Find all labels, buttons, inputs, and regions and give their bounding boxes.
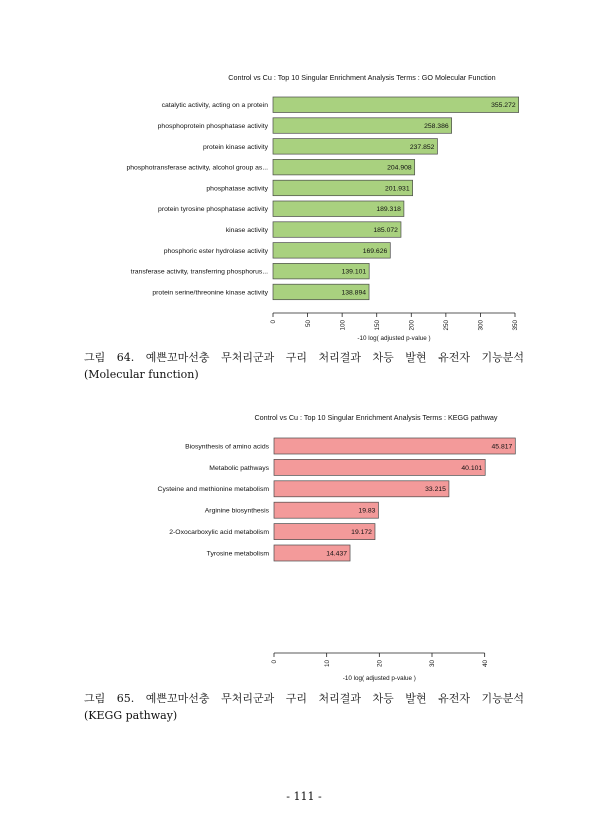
bar-value-label: 169.626 [362, 247, 388, 255]
chart-title: Control vs Cu : Top 10 Singular Enrichment Analysis Terms : KEGG pathway [254, 413, 498, 422]
x-tick-label: 200 [408, 320, 416, 331]
bar-1 [274, 438, 515, 454]
figure-65-caption [84, 690, 524, 724]
x-tick-label: 0 [271, 660, 279, 664]
x-tick-label: 10 [323, 660, 331, 668]
category-label: phosphatase activity [206, 185, 268, 193]
bar-value-label: 40.101 [461, 464, 483, 472]
page-number: - 111 - [286, 790, 322, 803]
x-tick-label: 150 [373, 320, 381, 331]
x-tick-label: 50 [304, 320, 312, 328]
bar-3 [274, 481, 449, 497]
x-tick-label: 300 [477, 320, 485, 331]
bar-value-label: 258.386 [424, 122, 449, 130]
category-label: Metabolic pathways [209, 464, 269, 472]
category-label: Biosynthesis of amino acids [185, 443, 269, 451]
x-tick-label: 0 [270, 320, 278, 324]
bar-value-label: 201.931 [385, 185, 410, 193]
x-tick-label: 30 [429, 660, 437, 668]
bar-value-label: 19.172 [351, 529, 372, 536]
category-label: protein serine/threonine kinase activity [152, 289, 268, 297]
bar-value-label: 138.894 [341, 289, 367, 297]
category-label: Cysteine and methionine metabolism [157, 486, 269, 494]
category-label: 2-Oxocarboxylic acid metabolism [169, 529, 269, 536]
category-label: protein kinase activity [203, 143, 268, 151]
category-label: catalytic activity, acting on a protein [161, 102, 268, 110]
chart-title: Control vs Cu : Top 10 Singular Enrichment Analysis Terms : GO Molecular Function [228, 73, 496, 82]
bar-value-label: 19.83 [358, 507, 376, 515]
x-axis-label: -10 log( adjusted p-value ) [357, 335, 431, 342]
bar-value-label: 139.101 [341, 268, 367, 276]
figure-65-caption-line2: (KEGG pathway) [84, 709, 178, 722]
bar-value-label: 45.817 [491, 443, 513, 451]
bar-value-label: 14.437 [326, 550, 348, 558]
category-label: phosphoprotein phosphatase activity [157, 122, 268, 130]
figure-64-caption-line2: (Molecular function) [84, 368, 199, 381]
bar-value-label: 237.852 [409, 143, 435, 151]
figure-65-caption-line1: 그림 65. 예쁜꼬마선충 무처리군과 구리 처리결과 차등 발현 유전자 기능분석 [84, 692, 524, 705]
category-label: protein tyrosine phosphatase activity [158, 206, 268, 214]
bar-value-label: 204.908 [387, 164, 412, 172]
category-label: Arginine biosynthesis [204, 507, 269, 515]
bar-2 [274, 459, 485, 475]
x-tick-label: 250 [443, 320, 451, 331]
bar-value-label: 33.215 [425, 486, 446, 494]
x-tick-label: 20 [376, 660, 384, 668]
bar-value-label: 355.272 [491, 102, 516, 110]
category-label: Tyrosine metabolism [206, 550, 269, 558]
category-label: phosphotransferase activity, alcohol group as... [126, 164, 268, 172]
x-tick-label: 40 [481, 660, 489, 668]
category-label: transferase activity, transferring phosphorus... [130, 268, 268, 276]
category-label: kinase activity [225, 226, 268, 234]
figure-64-caption-line1: 그림 64. 예쁜꼬마선충 무처리군과 구리 처리결과 차등 발현 유전자 기능분석 [84, 351, 524, 364]
x-tick-label: 100 [339, 320, 347, 331]
x-axis-label: -10 log( adjusted p-value ) [342, 675, 416, 682]
x-tick-label: 350 [512, 320, 520, 331]
category-label: phosphoric ester hydrolase activity [163, 247, 268, 255]
bar-value-label: 189.318 [376, 206, 401, 214]
bar-value-label: 185.072 [373, 226, 398, 234]
